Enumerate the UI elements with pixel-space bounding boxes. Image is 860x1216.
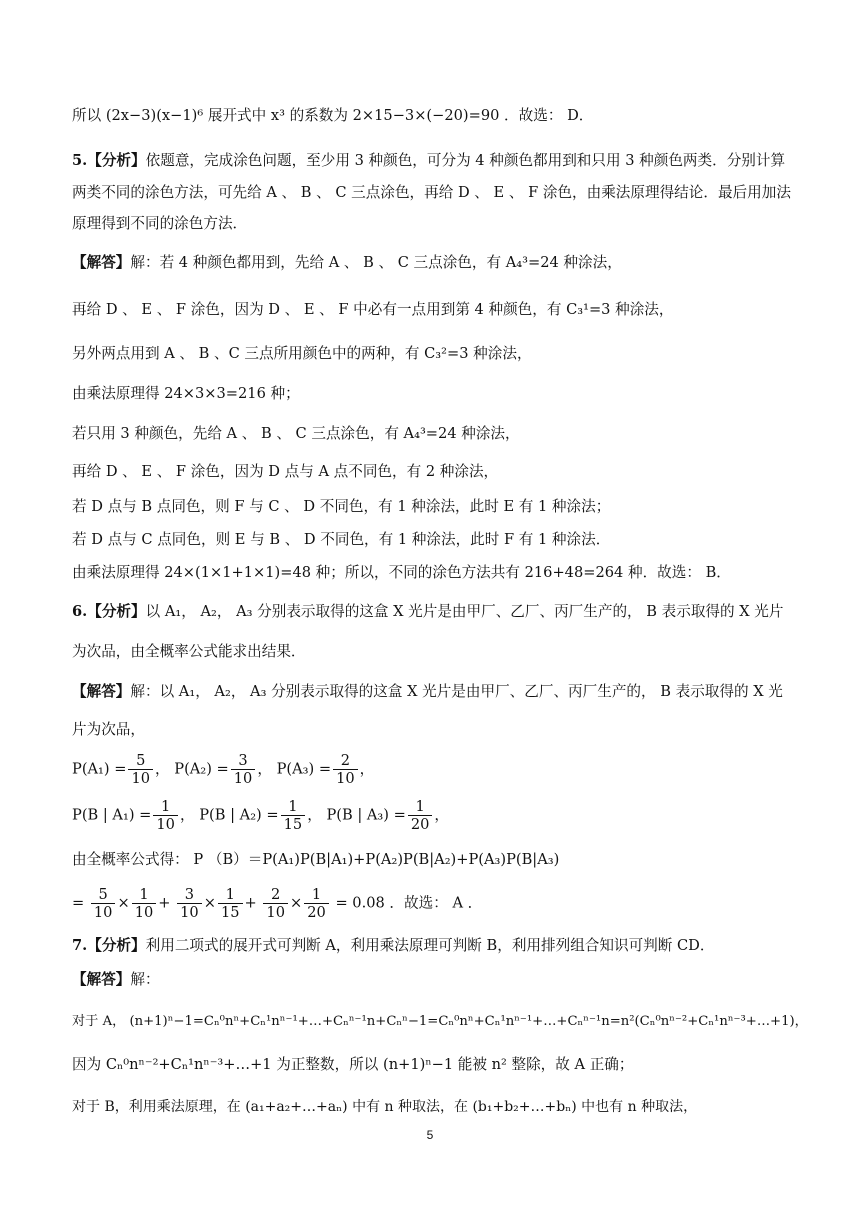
fraction: $\frac{3}{10}$: [177, 886, 202, 921]
text-line: 对于 B，利用乘法原理，在 (a₁+a₂+…+aₙ) 中有 n 种取法，在 (b₁+b₂+…+bₙ) 中也有 n 种取法，: [72, 1099, 698, 1115]
text-line: 由乘法原理得 24×(1×1+1×1)=48 种；所以，不同的涂色方法共有 216+48=264 种．故选： B．: [72, 564, 731, 581]
fraction: $\frac{1}{20}$: [408, 798, 433, 833]
text-line: 原理得到不同的涂色方法．: [72, 215, 248, 232]
fraction: $\frac{2}{10}$: [333, 752, 358, 787]
probability-row: P(B | A₁) = $\frac{1}{10}$ ， P(B | A₂) = $\frac{1}{15}$ ， P(B | A₃) = $\frac{1}{20}$ ，: [72, 798, 450, 833]
fraction: $\frac{1}{10}$: [132, 886, 157, 921]
calculation-row: = $\frac{5}{10}$ × $\frac{1}{10}$ + $\frac{3}{10}$ × $\frac{1}{15}$ + $\frac{2}{10}$ × $\frac{1}{20}$ = 0.08 ．故选： A ．: [72, 886, 483, 921]
fraction: $\frac{1}{15}$: [281, 798, 306, 833]
fraction: $\frac{2}{10}$: [263, 886, 288, 921]
text-line: 所以 (2x−3)(x−1)⁶ 展开式中 x³ 的系数为 2×15−3×(−20)=90 ．故选： D．: [72, 107, 594, 124]
text-line: 6.【分析】以 A₁， A₂， A₃ 分别表示取得的这盒 X 光片是由甲厂、乙厂、丙厂生产的， B 表示取得的 X 光片: [72, 603, 784, 620]
text-line: 对于 A， (n+1)ⁿ−1=Cₙ⁰nⁿ+Cₙ¹nⁿ⁻¹+…+Cₙⁿ⁻¹n+Cₙⁿ−1=Cₙ⁰nⁿ+Cₙ¹nⁿ⁻¹+…+Cₙⁿ⁻¹n=n²(Cₙ⁰nⁿ⁻²+Cₙ¹nⁿ⁻³+…+1)，: [72, 1014, 808, 1029]
fraction: $\frac{1}{10}$: [153, 798, 178, 833]
text-line: 【解答】解：以 A₁， A₂， A₃ 分别表示取得的这盒 X 光片是由甲厂、乙厂、丙厂生产的， B 表示取得的 X 光: [72, 683, 783, 700]
text-line: 7.【分析】利用二项式的展开式可判断 A，利用乘法原理可判断 B，利用排列组合知识可判断 CD．: [72, 937, 715, 954]
text-line: 【解答】解：: [72, 971, 160, 988]
text-line: 若 D 点与 B 点同色，则 F 与 C 、 D 不同色，有 1 种涂法，此时 E 有 1 种涂法；: [72, 498, 611, 515]
section-label: 7.【分析】: [72, 937, 146, 954]
text-line: 由全概率公式得： P （B）＝P(A₁)P(B|A₁)+P(A₂)P(B|A₂)+P(A₃)P(B|A₃): [72, 851, 560, 868]
fraction: $\frac{3}{10}$: [231, 752, 256, 787]
fraction: $\frac{5}{10}$: [128, 752, 153, 787]
text-line: 5.【分析】依题意，完成涂色问题，至少用 3 种颜色，可分为 4 种颜色都用到和只用 3 种颜色两类．分别计算: [72, 152, 786, 169]
text-line: 再给 D 、 E 、 F 涂色，因为 D 点与 A 点不同色，有 2 种涂法，: [72, 463, 499, 480]
text-line: 因为 Cₙ⁰nⁿ⁻²+Cₙ¹nⁿ⁻³+…+1 为正整数，所以 (n+1)ⁿ−1 能被 n² 整除，故 A 正确；: [72, 1056, 634, 1073]
probability-row: P(A₁) = $\frac{5}{10}$ ， P(A₂) = $\frac{3}{10}$ ， P(A₃) = $\frac{2}{10}$ ，: [72, 752, 375, 787]
text-line: 再给 D 、 E 、 F 涂色，因为 D 、 E 、 F 中必有一点用到第 4 种颜色，有 C₃¹=3 种涂法，: [72, 301, 674, 318]
text-line: 【解答】解：若 4 种颜色都用到，先给 A 、 B 、 C 三点涂色，有 A₄³=24 种涂法，: [72, 254, 622, 271]
section-label: 【解答】: [72, 683, 131, 700]
fraction: $\frac{1}{15}$: [218, 886, 243, 921]
fraction: $\frac{5}{10}$: [91, 886, 116, 921]
text-line: 由乘法原理得 24×3×3=216 种；: [72, 385, 300, 402]
section-label: 【解答】: [72, 971, 131, 988]
section-label: 5.【分析】: [72, 152, 146, 169]
page-number: 5: [426, 1128, 434, 1142]
section-label: 6.【分析】: [72, 603, 146, 620]
text-line: 若 D 点与 C 点同色，则 E 与 B 、 D 不同色，有 1 种涂法，此时 F 有 1 种涂法．: [72, 531, 611, 548]
section-label: 【解答】: [72, 254, 131, 271]
text-line: 为次品，由全概率公式能求出结果．: [72, 643, 306, 660]
text-line: 另外两点用到 A 、 B 、C 三点所用颜色中的两种，有 C₃²=3 种涂法，: [72, 345, 532, 362]
text-line: 若只用 3 种颜色，先给 A 、 B 、 C 三点涂色，有 A₄³=24 种涂法，: [72, 425, 520, 442]
text-line: 片为次品，: [72, 721, 145, 738]
text-line: 两类不同的涂色方法，可先给 A 、 B 、 C 三点涂色，再给 D 、 E 、 F 涂色，由乘法原理得结论．最后用加法: [72, 184, 791, 201]
fraction: $\frac{1}{20}$: [304, 886, 329, 921]
